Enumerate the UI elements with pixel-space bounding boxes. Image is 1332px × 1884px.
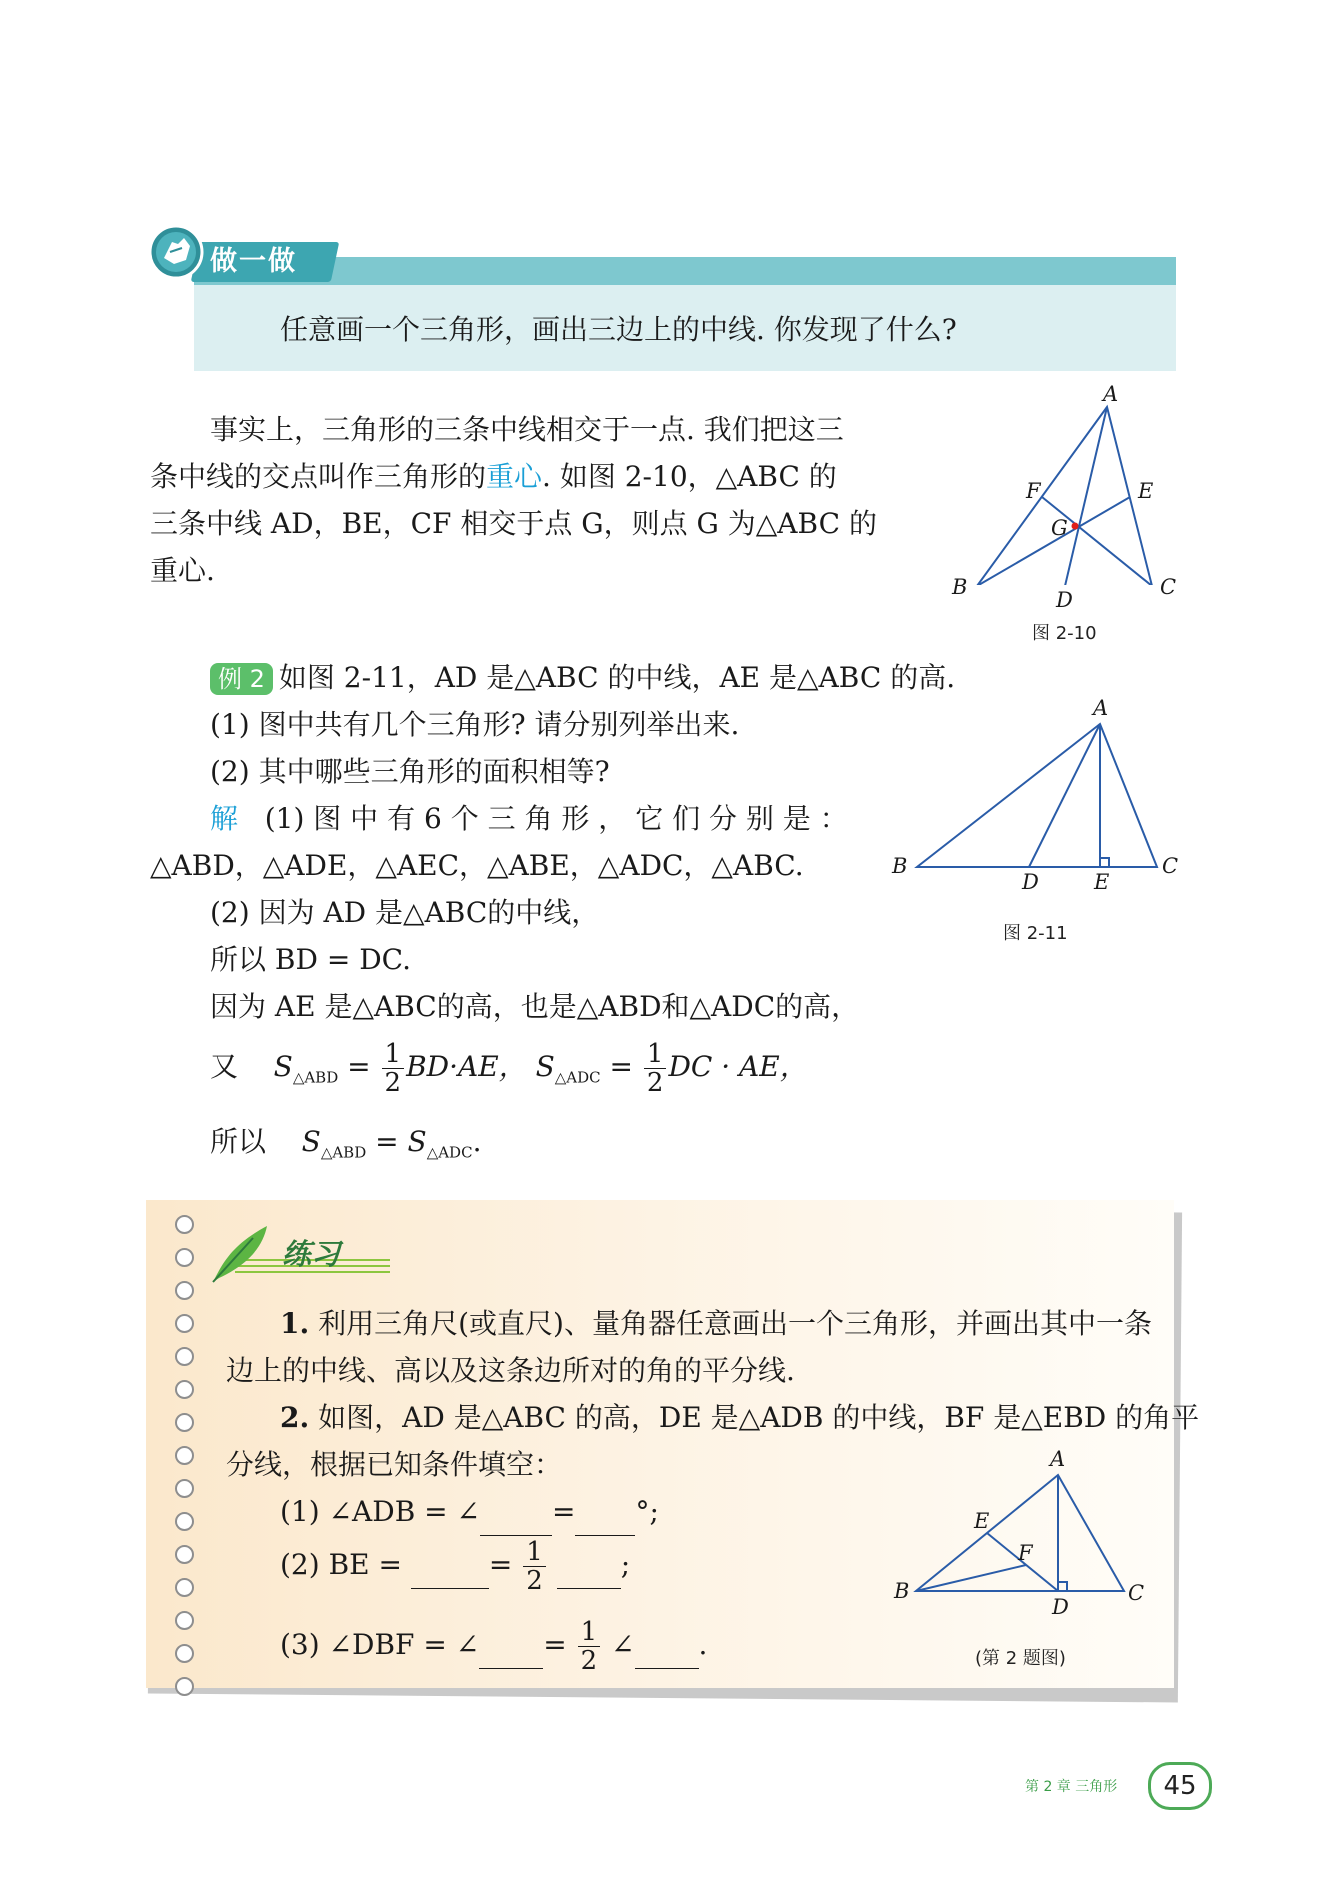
binder-ring (175, 1446, 194, 1465)
solution-label: 解 (210, 802, 239, 835)
practice-item-2-line-1: 2. 如图，AD 是△ABC 的高，DE 是△ADB 的中线，BF 是△EBD 的角平 (280, 1401, 1200, 1434)
practice-fig-label-f: F (1018, 1541, 1033, 1565)
binder-ring (175, 1281, 194, 1300)
practice-fig-label-d: D (1052, 1595, 1069, 1619)
activity-title: 做一做 (210, 246, 297, 277)
practice-item-2-line-2: 分线，根据已知条件填空： (226, 1448, 563, 1481)
practice-item-1-line-1: 1. 利用三角尺(或直尺)、量角器任意画出一个三角形，并画出其中一条 (280, 1307, 1152, 1340)
figure-2-11-diagram (890, 700, 1180, 870)
fig211-label-b: B (892, 854, 908, 878)
binder-ring (175, 1578, 194, 1597)
figure-2-11 (890, 696, 1180, 900)
answer-blank[interactable] (411, 1541, 489, 1589)
activity-hand-icon (148, 224, 204, 284)
page-number: 45 (1148, 1762, 1212, 1810)
practice-fig-label-c: C (1128, 1581, 1145, 1605)
activity-header-bar (194, 257, 1176, 285)
answer-blank[interactable] (480, 1488, 552, 1536)
example-question-1: (1) 图中共有几个三角形? 请分别列举出来. (210, 708, 740, 741)
solution-line-3: 所以 BD = DC. (210, 943, 411, 976)
answer-blank[interactable] (575, 1488, 635, 1536)
binder-ring (175, 1314, 194, 1333)
solution-line-1: 解 (1) 图 中 有 6 个 三 角 形 ， 它 们 分 别 是 ： (210, 802, 848, 835)
centroid-line-2: 条中线的交点叫作三角形的重心. 如图 2-10，△ABC 的 (150, 460, 837, 493)
solution-conclusion: 所以 $S_{\triangle ABD} = S_{\triangle ADC}$. (210, 1125, 482, 1162)
fill-blank-2: (2) BE = = $\frac{1}{2}$ ; (280, 1537, 631, 1596)
fig210-label-a: A (1103, 382, 1119, 406)
centroid-line-4: 重心. (150, 554, 215, 587)
practice-fig-label-e: E (974, 1509, 990, 1533)
fill-blank-1: (1) ∠ADB = ∠ = °; (280, 1488, 659, 1536)
answer-blank[interactable] (479, 1621, 543, 1669)
practice-item-1-line-2: 边上的中线、高以及这条边所对的角的平分线. (226, 1354, 795, 1387)
fig211-label-a: A (1093, 696, 1109, 720)
figure-2-10 (950, 382, 1180, 615)
answer-blank[interactable] (635, 1621, 699, 1669)
binder-ring (175, 1512, 194, 1531)
binder-ring (175, 1677, 194, 1696)
fig210-caption: 图 2-10 (1032, 623, 1097, 644)
fraction-half-4: $\frac{1}{2}$ (578, 1618, 601, 1675)
example-badge: 例 2 (210, 663, 273, 695)
solution-triangle-list: △ABD，△ADE，△AEC，△ABE，△ADC，△ABC. (150, 849, 804, 882)
fraction-half-3: $\frac{1}{2}$ (523, 1538, 546, 1595)
centroid-line-3: 三条中线 AD，BE，CF 相交于点 G，则点 G 为△ABC 的 (150, 507, 877, 540)
fig211-label-c: C (1162, 854, 1179, 878)
binder-ring (175, 1380, 194, 1399)
binder-ring (175, 1248, 194, 1267)
binder-ring (175, 1347, 194, 1366)
fig210-label-d: D (1056, 588, 1073, 612)
fig210-label-g: G (1051, 516, 1068, 540)
solution-line-4: 因为 AE 是△ABC的高，也是△ABD和△ADC的高， (210, 990, 860, 1023)
example-question-2: (2) 其中哪些三角形的面积相等? (210, 755, 610, 788)
chapter-footer: 第 2 章 三角形 (1025, 1779, 1118, 1795)
practice-fig-caption: (第 2 题图) (975, 1648, 1066, 1669)
practice-figure-diagram (890, 1445, 1160, 1615)
activity-prompt: 任意画一个三角形，画出三边上的中线. 你发现了什么? (280, 313, 957, 346)
fraction-half-1: $\frac{1}{2}$ (382, 1040, 405, 1097)
binder-ring (175, 1215, 194, 1234)
fig211-label-d: D (1022, 870, 1039, 894)
centroid-line-1: 事实上，三角形的三条中线相交于一点. 我们把这三 (210, 413, 844, 446)
fig210-label-b: B (952, 575, 968, 599)
solution-line-2: (2) 因为 AD 是△ABC的中线， (210, 896, 600, 929)
fraction-half-2: $\frac{1}{2}$ (644, 1040, 667, 1097)
binder-ring (175, 1545, 194, 1564)
fig210-label-e: E (1138, 479, 1154, 503)
practice-fig-label-b: B (894, 1579, 910, 1603)
fig210-label-f: F (1026, 479, 1041, 503)
fill-blank-3: (3) ∠DBF = ∠ = $\frac{1}{2}$ ∠ . (280, 1617, 708, 1676)
fig211-label-e: E (1094, 870, 1110, 894)
answer-blank[interactable] (557, 1541, 621, 1589)
example-statement-line: 例 2 如图 2-11，AD 是△ABC 的中线，AE 是△ABC 的高. (210, 654, 955, 701)
solution-area-formula: 又 $S_{\triangle ABD}$ = $\frac{1}{2}$ BD·AE， $S_{\triangle ADC}$ = $\frac{1}{2}$ DC · AE， (210, 1039, 808, 1098)
practice-title: 练习 (282, 1237, 341, 1271)
binder-ring (175, 1413, 194, 1432)
fig210-label-c: C (1160, 575, 1177, 599)
fig211-caption: 图 2-11 (1003, 923, 1068, 944)
binder-ring (175, 1479, 194, 1498)
practice-figure (890, 1445, 1160, 1645)
practice-fig-label-a: A (1050, 1447, 1066, 1471)
binder-ring (175, 1611, 194, 1630)
binder-ring (175, 1644, 194, 1663)
centroid-term: 重心 (486, 460, 543, 493)
